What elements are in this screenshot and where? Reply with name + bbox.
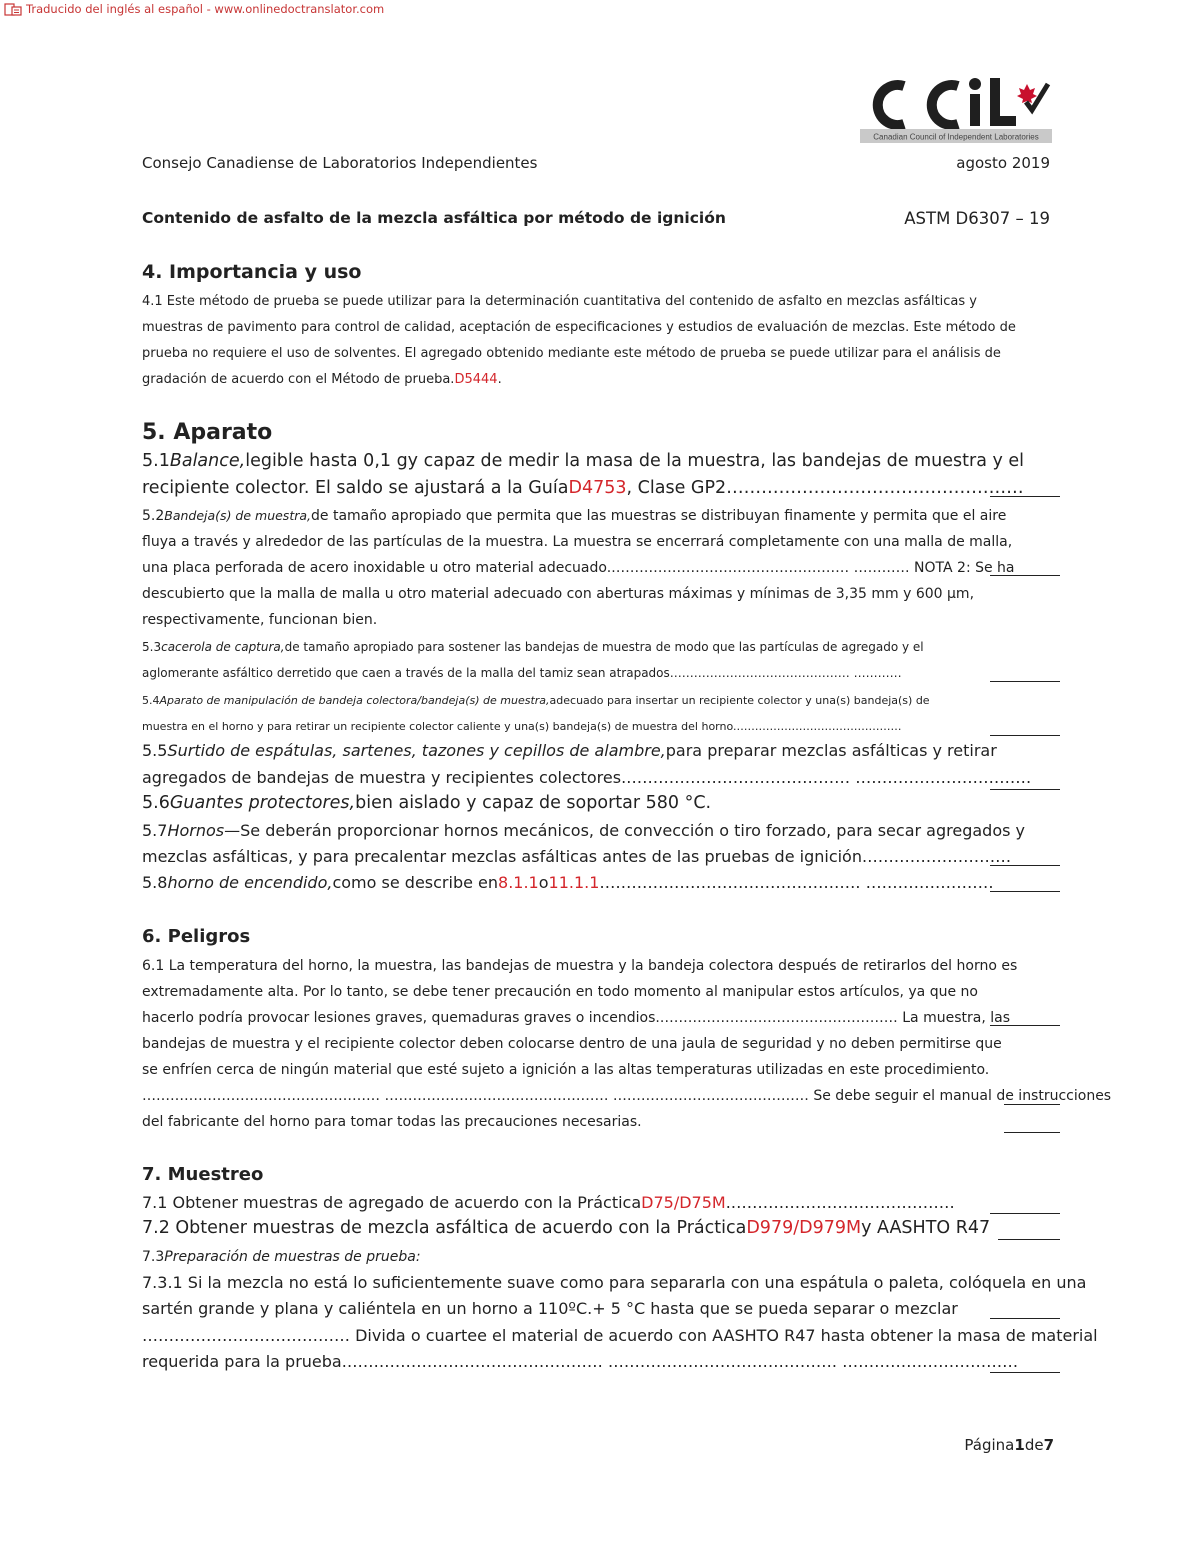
rule: [1004, 1104, 1060, 1105]
s6-line: hacerlo podría provocar lesiones graves, quemaduras graves o incendios.…………………………………………… La muestra, las: [142, 1010, 1010, 1026]
translation-banner[interactable]: [4, 0, 384, 18]
rule: [990, 575, 1060, 576]
p-5-1: 5.1Balance,legible hasta 0,1 gy capaz de medir la masa de la muestra, las bandejas de muestra y el: [142, 451, 1025, 471]
p-5-8: 5.8horno de encendido,como se describe en8.1.1o11.1.1…………………………………………. ……………………: [142, 873, 994, 892]
rule: [990, 1372, 1060, 1373]
p-5-3: 5.3cacerola de captura,de tamaño apropiado para sostener las bandejas de muestra de modo que las partículas de agregado y el: [142, 640, 924, 654]
p-5-4: 5.4Aparato de manipulación de bandeja colectora/bandeja(s) de muestra,adecuado para insertar un recipiente colector y una(s) bandeja(s) de: [142, 694, 930, 707]
p-7-2: 7.2 Obtener muestras de mezcla asfáltica de acuerdo con la PrácticaD979/D979My AASHTO R47: [142, 1218, 991, 1238]
rule: [990, 735, 1060, 736]
p-5-1-cont: recipiente colector. El saldo se ajustará a la GuíaD4753, Clase GP2……………………………………………: [142, 478, 1024, 498]
p-5-2-cont: respectivamente, funcionan bien.: [142, 612, 378, 628]
section-5-heading: 5. Aparato: [142, 420, 273, 445]
s6-line: bandejas de muestra y el recipiente colector deben colocarse dentro de una jaula de seguridad y no deben permitirse que: [142, 1036, 1002, 1052]
ref-link-d5444[interactable]: D5444: [454, 372, 498, 387]
s6-line: del fabricante del horno para tomar todas las precauciones necesarias.: [142, 1114, 642, 1130]
s4-line: prueba no requiere el uso de solventes. El agregado obtenido mediante este método de prueba se puede utilizar para el análisis de: [142, 346, 1001, 361]
p-7-3-1-cont: sartén grande y plana y caliéntela en un horno a 110ºC.+ 5 °C hasta que se pueda separar o mezclar: [142, 1299, 958, 1318]
logo-tagline: Canadian Council of Independent Laboratories: [873, 132, 1039, 142]
rule: [990, 1213, 1060, 1214]
banner-text[interactable]: Traducido del inglés al español - www.onlinedoctranslator.com: [26, 2, 385, 16]
section-4-heading: 4. Importancia y uso: [142, 261, 362, 283]
s6-line: se enfríen cerca de ningún material que esté sujeto a ignición a las altas temperaturas utilizadas en este procedimiento.: [142, 1062, 990, 1078]
ccil-logo: [858, 72, 1054, 150]
ref-link-d4753[interactable]: D4753: [568, 478, 627, 498]
rule: [990, 496, 1060, 497]
translate-doc-icon: [4, 3, 22, 16]
p-7-3-1-cont: ………………………………… Divida o cuartee el material de acuerdo con AASHTO R47 hasta obtener la masa de material: [142, 1326, 1098, 1345]
rule: [998, 1239, 1060, 1240]
s4-line: muestras de pavimento para control de calidad, aceptación de especificaciones y estudios de evaluación de mezclas. Este método de: [142, 320, 1016, 335]
s4-line: 4.1 Este método de prueba se puede utilizar para la determinación cuantitativa del contenido de asfalto en mezclas asfálticas y: [142, 294, 977, 309]
p-5-7: 5.7Hornos—Se deberán proporcionar hornos mecánicos, de convección o tiro forzado, para secar agregados y: [142, 821, 1025, 840]
document-date: agosto 2019: [956, 154, 1050, 172]
section-7-heading: 7. Muestreo: [142, 1164, 264, 1185]
rule: [990, 1025, 1060, 1026]
ref-link-d75[interactable]: D75/D75M: [641, 1193, 726, 1212]
p-5-2-cont: fluya a través y alrededor de las partículas de la muestra. La muestra se encerrará completamente con una malla de malla,: [142, 534, 1013, 550]
p-5-5: 5.5Surtido de espátulas, sartenes, tazones y cepillos de alambre,para preparar mezclas asfálticas y retirar: [142, 741, 997, 760]
p-5-3-cont: aglomerante asfáltico derretido que caen a través de la malla del tamiz sean atrapados……………………………………… …………: [142, 666, 902, 680]
rule: [1004, 1132, 1060, 1133]
document-title: Contenido de asfalto de la mezcla asfáltica por método de ignición: [142, 209, 726, 227]
rule: [990, 1318, 1060, 1319]
p-5-2: 5.2Bandeja(s) de muestra,de tamaño apropiado que permita que las muestras se distribuyan finamente y permita que el aire: [142, 508, 1007, 524]
p-5-2-cont: descubierto que la malla de malla u otro material adecuado con aberturas máximas y mínimas de 3,35 mm y 600 µm,: [142, 586, 975, 602]
ref-link-d979[interactable]: D979/D979M: [746, 1218, 862, 1238]
p-7-3: 7.3Preparación de muestras de prueba:: [142, 1249, 421, 1265]
p-7-3-1: 7.3.1 Si la mezcla no está lo suficientemente suave como para separarla con una espátula o paleta, colóquela en una: [142, 1273, 1087, 1292]
p-5-6: 5.6Guantes protectores,bien aislado y capaz de soportar 580 °C.: [142, 793, 712, 813]
s6-line: extremadamente alta. Por lo tanto, se debe tener precaución en todo momento al manipular estos artículos, ya que no: [142, 984, 978, 1000]
page-number: Página1de7: [964, 1436, 1054, 1454]
section-6-heading: 6. Peligros: [142, 926, 251, 947]
ref-link-11-1-1[interactable]: 11.1.1: [548, 873, 600, 892]
rule: [990, 789, 1060, 790]
ref-link-8-1-1[interactable]: 8.1.1: [498, 873, 539, 892]
p-5-7-cont: mezclas asfálticas, y para precalentar mezclas asfálticas antes de las pruebas de ignición.………………………: [142, 847, 1012, 866]
org-name: Consejo Canadiense de Laboratorios Independientes: [142, 154, 538, 172]
p-5-4-cont: muestra en el horno y para retirar un recipiente colector caliente y una(s) bandeja(s) de muestra del horno.………………………………………: [142, 720, 902, 733]
standard-number: ASTM D6307 – 19: [904, 209, 1050, 228]
p-5-5-cont: agregados de bandejas de muestra y recipientes colectores.…………………………………… ……………………………: [142, 768, 1032, 787]
s4-line: gradación de acuerdo con el Método de prueba.D5444.: [142, 372, 502, 387]
s6-line: 6.1 La temperatura del horno, la muestra, las bandejas de muestra y la bandeja colectora después de retirarlos del horno es: [142, 958, 1018, 974]
s6-line: …………………………………………… ………………………………………… …………………………………… Se debe seguir el manual de instrucciones: [142, 1088, 1112, 1104]
p-7-3-1-cont: requerida para la prueba.………………………………………… ……………………………………. ……………………………: [142, 1352, 1019, 1371]
rule: [990, 891, 1060, 892]
rule: [990, 681, 1060, 682]
rule: [990, 865, 1060, 866]
p-7-1: 7.1 Obtener muestras de agregado de acuerdo con la PrácticaD75/D75M.……………………………………: [142, 1193, 955, 1212]
p-5-2-cont: una placa perforada de acero inoxidable u otro material adecuado.…………………………………………… ………… NOTA 2: Se ha: [142, 560, 1015, 576]
